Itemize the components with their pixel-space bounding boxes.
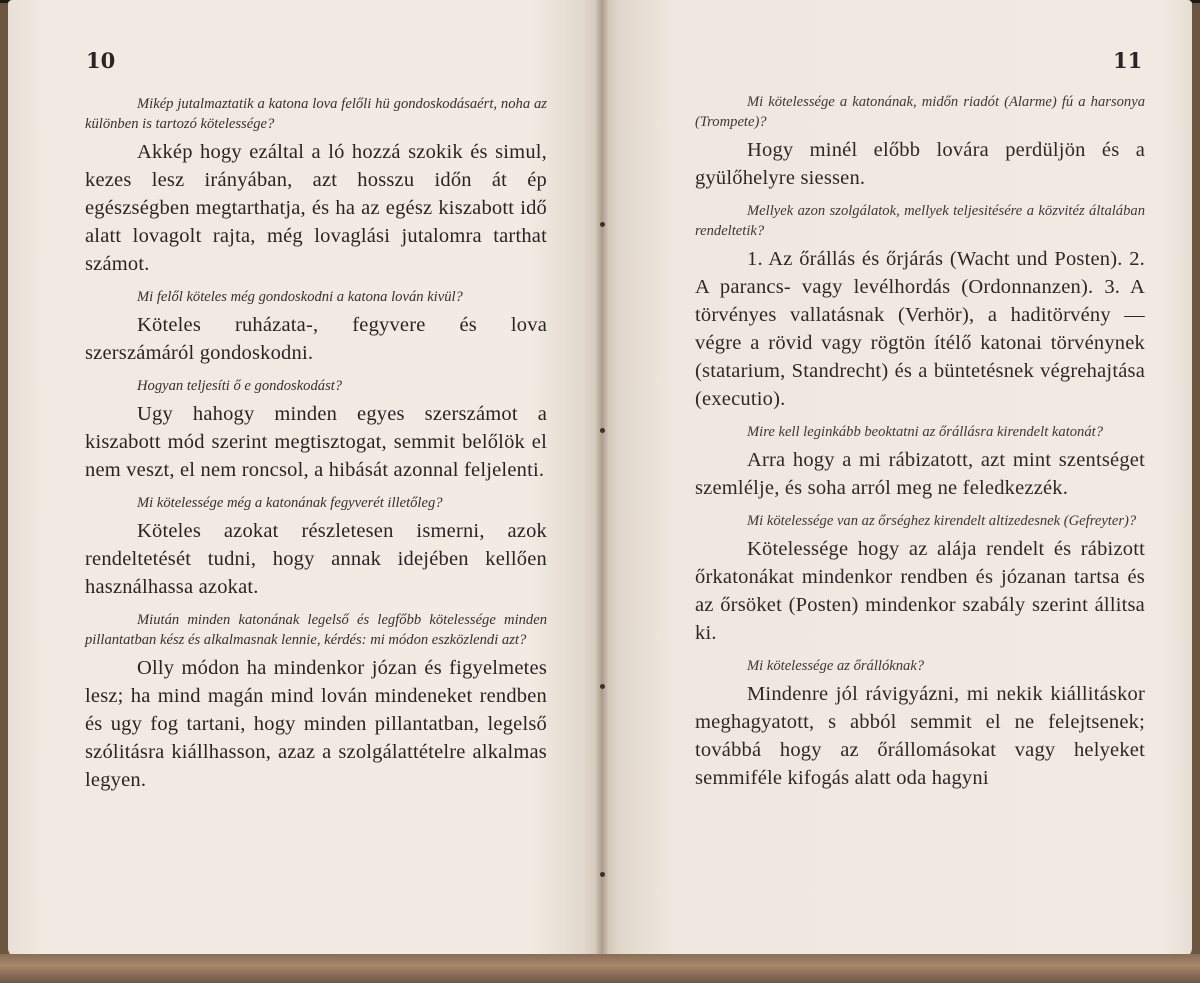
- question: Mi kötelessége az őrállóknak?: [747, 658, 925, 674]
- question: Miután minden katonának legelső és legfőbb kötelessége minden pillantatban kész és alkalmasnak lennie, kérdés: mi módon eszközlendi azt?: [85, 612, 547, 648]
- binding-stitch: [600, 684, 605, 689]
- right-page-text: [695, 92, 1145, 801]
- question: Mi kötelessége még a katonának fegyverét illetőleg?: [137, 495, 443, 511]
- right-page: [601, 0, 1192, 958]
- answer: Hogy minél előbb lovára perdüljön és a gyülőhelyre siessen.: [695, 139, 1145, 189]
- binding-stitch: [600, 222, 605, 227]
- answer: Köteles azokat részletesen ismerni, azok rendeltetését tudni, hogy annak idejében kellően használhassa azokat.: [85, 520, 547, 598]
- answer: Mindenre jól rávigyázni, mi nekik kiállitáskor meghagyatott, s abból semmit el ne felejtsenek; továbbá hogy az őrállomásokat vagy helyeket semmiféle kifogás alatt oda hagyni: [695, 683, 1145, 789]
- question: Mi kötelessége van az őrséghez kirendelt altizedesnek (Gefreyter)?: [747, 513, 1137, 529]
- binding-stitch: [600, 872, 605, 877]
- answer: Kötelessége hogy az alája rendelt és rábizott őrkatonákat mindenkor rendben és józanan tartsa és az őrsöket (Posten) mindenkor szabály szerint állitsa ki.: [695, 538, 1145, 644]
- question: Mi felől köteles még gondoskodni a katona lován kivül?: [137, 289, 463, 305]
- page-number-right: 11: [1113, 48, 1143, 73]
- answer: Olly módon ha mindenkor józan és figyelmetes lesz; ha mind magán mind lován mindeneket rendben és ugy fog tartani, hogy minden pillantatban, legelső szólitásra kiállhasson, azaz a szolgálattételre alkalmas legyen.: [85, 657, 547, 791]
- left-page: [8, 0, 601, 958]
- answer: Ugy hahogy minden egyes szerszámot a kiszabott mód szerint megtisztogat, semmit belőlök el nem veszt, el nem roncsol, a hibását azonnal feljelenti.: [85, 403, 547, 481]
- question: Mi kötelessége a katonának, midőn riadót (Alarme) fú a harsonya (Trompete)?: [695, 94, 1145, 130]
- book-gutter: [595, 0, 609, 958]
- left-page-text: [85, 94, 547, 803]
- binding-stitch: [600, 428, 605, 433]
- question: Mire kell leginkább beoktatni az őrállásra kirendelt katonát?: [747, 424, 1103, 440]
- answer: Arra hogy a mi rábizatott, azt mint szentséget szemlélje, és soha arról meg ne feledkezzék.: [695, 449, 1145, 499]
- question: Hogyan teljesíti ő e gondoskodást?: [137, 378, 343, 394]
- page-number-left: 10: [86, 48, 116, 73]
- book-cover-edge: [0, 954, 1200, 983]
- answer: Akkép hogy ezáltal a ló hozzá szokik és simul, kezes lesz irányában, azt hosszu időn át ép egészségben megtarthatja, és ha az egész kiszabott idő alatt lovagolt rajta, még lovaglási jutalomra tarthat számot.: [85, 141, 547, 275]
- answer: 1. Az őrállás és őrjárás (Wacht und Posten). 2. A parancs- vagy levélhordás (Ordonnanzen). 3. A törvényes vallatásnak (Verhör), a haditörvény — végre a rövid vagy rögtön ítélő katonai törvénynek (statarium, Standrecht) és a büntetésnek végrehajtása (executio).: [695, 248, 1145, 410]
- question: Mellyek azon szolgálatok, mellyek teljesitésére a közvitéz általában rendeltetik?: [695, 203, 1145, 239]
- question: Mikép jutalmaztatik a katona lova felőli hü gondoskodásaért, noha az különben is tartozó kötelessége?: [85, 96, 547, 132]
- answer: Köteles ruházata-, fegyvere és lova szerszámáról gondoskodni.: [85, 314, 547, 364]
